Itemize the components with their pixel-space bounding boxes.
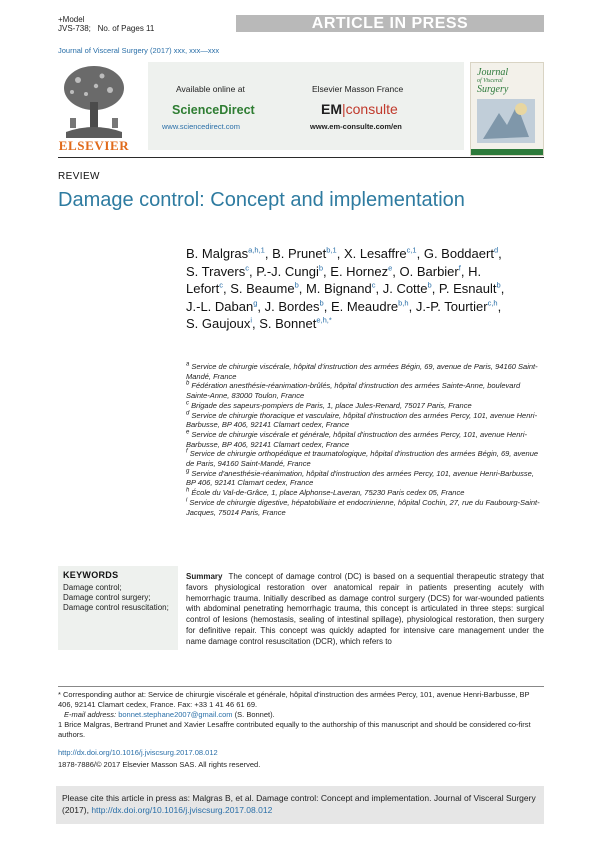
affiliation-item: [186, 498, 544, 517]
author-affiliation-marker[interactable]: b: [319, 298, 324, 308]
affiliation-item: [186, 381, 544, 400]
author-name: P. Esnault: [438, 281, 497, 297]
section-label: REVIEW: [58, 171, 100, 182]
affiliation-marker: c: [186, 400, 189, 407]
author-name: B. Malgras: [186, 246, 249, 261]
author: [259, 316, 332, 331]
author-affiliation-marker[interactable]: g: [253, 298, 258, 308]
author: [330, 264, 392, 279]
keywords-box: [58, 566, 178, 650]
affiliation-text: Fédération anesthésie-réanimation-brûlés, hôpital d'instruction des armées Sainte-Anne, boulevard Sainte-Anne, 83000 Toulon, France: [186, 381, 521, 401]
affiliation-item: [186, 469, 544, 488]
affiliation-text: Service de chirurgie thoracique et vasculaire, hôpital d'instruction des armées Percy, 101, avenue Henri-Barbusse, BP 406, 92141 Clamart cedex, France: [186, 410, 538, 430]
em-consulte-link[interactable]: www.em-consulte.com/en: [310, 122, 402, 131]
author-affiliation-marker[interactable]: i: [250, 316, 252, 326]
author-name: E. Hornez: [330, 263, 389, 279]
author: [424, 246, 498, 261]
sciencedirect-logo[interactable]: ScienceDirect: [172, 103, 255, 117]
affiliation-marker: a: [186, 361, 190, 368]
author: [186, 246, 265, 261]
affiliation-item: [186, 362, 544, 381]
sciencedirect-link[interactable]: www.sciencedirect.com: [162, 122, 240, 131]
cover-title: Journal of Visceral Surgery: [477, 67, 509, 95]
copyright: 1878-7886/© 2017 Elsevier Masson SAS. All rights reserved.: [58, 760, 261, 769]
affiliation-marker: i: [186, 497, 188, 504]
author-name: B. Prunet: [272, 246, 327, 261]
author-affiliation-marker[interactable]: b: [496, 280, 501, 290]
affiliation-text: Service de chirurgie digestive, hépatobiliaire et endocrinienne, hôpital Cochin, 27, rue du Faubourg-Saint-Jacques, 75014 Paris, France: [186, 497, 540, 517]
article-title: Damage control: Concept and implementation: [58, 189, 465, 211]
header-rule: [58, 157, 544, 158]
author-name: G. Boddaert: [423, 246, 494, 261]
author-affiliation-marker[interactable]: e: [388, 263, 393, 273]
affiliation-marker: f: [186, 448, 188, 455]
email-suffix: (S. Bonnet).: [234, 710, 275, 719]
keyword-item: Damage control;: [63, 583, 122, 592]
affiliations: [186, 362, 544, 517]
footnote-rule: [58, 686, 544, 687]
affiliation-item: [186, 488, 544, 498]
author-name: H. Lefort: [186, 263, 482, 297]
keyword-item: Damage control resuscitation;: [63, 603, 169, 612]
affiliation-marker: h: [186, 487, 190, 494]
author: [306, 281, 376, 296]
keyword-item: Damage control surgery;: [63, 593, 151, 602]
affiliation-text: École du Val-de-Grâce, 1, place Alphonse-Laveran, 75230 Paris cedex 05, France: [189, 488, 465, 498]
author-affiliation-marker[interactable]: f: [458, 263, 461, 273]
author: [272, 246, 337, 261]
author: [416, 299, 498, 314]
author: [186, 299, 257, 314]
affiliation-item: [186, 449, 544, 468]
affiliation-text: Service de chirurgie viscérale, hôpital d'instruction des armées Bégin, 69, avenue de Paris, 94160 Saint-Mandé, France: [186, 362, 538, 381]
author-name: P.-J. Cungi: [256, 263, 319, 279]
corresponding-author: * Corresponding author at: Service de chirurgie viscérale et générale, hôpital d'instruction des armées Percy, 101, avenue Henri-Barbusse, BP 406, 92141 Clamart cedex, France. Fax: +33 1 41 46 61 69.: [58, 690, 530, 709]
author-affiliation-marker[interactable]: c: [245, 263, 249, 273]
elsevier-wordmark: ELSEVIER: [58, 138, 130, 153]
summary-label: Summary: [186, 572, 223, 581]
affiliation-item: [186, 401, 544, 411]
author-affiliation-marker[interactable]: b,h: [398, 298, 409, 308]
author-name: J. Cotte: [382, 281, 428, 297]
author-list: B. Malgras$^{a,h,1}$, B. Prunet$^{b,1}$, X. Lesaffre$^{c,1}$, G. Boddaert$^d$, S. Travers$^c$, P.-J. Cungi$^b$, E. Hornez$^e$, O. Barbier$^f$, H. Lefort$^c$, S. Beaume$^b$, M. Bignand$^c$, J. Cotte$^b$, P. Esnault$^b$, J.-L. Daban$^g$, J. Bordes$^b$, E. Meaudre$^{b,h}$, J.-P. Tourtier$^{c,h}$, S. Gaujoux$^i$, S. Bonnet$^{e,h,*}$: [186, 245, 505, 332]
journal-cover-thumbnail: [470, 62, 544, 156]
author-name: J. Bordes: [264, 298, 320, 314]
author: [400, 264, 461, 279]
author-affiliation-marker[interactable]: b: [427, 280, 432, 290]
affiliation-item: [186, 430, 544, 449]
footnotes: [58, 690, 544, 740]
author-name: J.-L. Daban: [186, 298, 254, 314]
author-name: O. Barbier: [399, 263, 459, 279]
affiliation-marker: d: [186, 410, 190, 417]
author-affiliation-marker[interactable]: b: [294, 280, 299, 290]
affiliation-marker: e: [186, 429, 190, 436]
author-affiliation-marker[interactable]: c,h: [487, 298, 498, 308]
author-affiliation-marker[interactable]: c,1: [406, 245, 417, 255]
co-first-author-note: 1 Brice Malgras, Bertrand Prunet and Xavier Lesaffre contributed equally to the authorship of this manuscript and should be considered co-first authors.: [58, 720, 531, 739]
author-affiliation-marker[interactable]: e,h,*: [316, 316, 332, 326]
author: [331, 299, 409, 314]
author: [265, 299, 324, 314]
article-ref: JVS-738;: [58, 24, 91, 33]
running-header: [58, 15, 154, 33]
author-name: S. Beaume: [230, 281, 295, 297]
doi-link[interactable]: http://dx.doi.org/10.1016/j.jviscsurg.2017.08.012: [58, 748, 218, 757]
author: [186, 316, 252, 331]
author-affiliation-marker[interactable]: c: [219, 280, 223, 290]
model-label: +Model: [58, 15, 85, 24]
elsevier-masson-label: Elsevier Masson France: [312, 84, 404, 94]
affiliation-marker: g: [186, 468, 190, 475]
page-count: No. of Pages 11: [97, 24, 155, 33]
author: [186, 264, 249, 279]
citation-text: Please cite this article in press as: Malgras B, et al. Damage control: Concept and implementation. Journal of Visceral Surgery (2017), http://dx.doi.org/10.1016/j.jviscsurg.2017.08.012: [62, 793, 536, 815]
citation-box: [56, 786, 544, 824]
article-in-press-banner: ARTICLE IN PRESS: [236, 15, 544, 32]
affiliation-marker: b: [186, 380, 190, 387]
author: [230, 281, 299, 296]
journal-line[interactable]: Journal of Visceral Surgery (2017) xxx, xxx—xxx: [58, 46, 220, 55]
author: [256, 264, 323, 279]
author-name: S. Travers: [186, 263, 246, 279]
affiliation-text: Service d'anesthésie-réanimation, hôpital d'instruction des armées Percy, 101, avenue Henri-Barbusse, BP 406, 92141 Clamart cedex, France: [186, 468, 534, 488]
author-name: M. Bignand: [305, 281, 372, 297]
author-affiliation-marker[interactable]: b: [318, 263, 324, 273]
em-consulte-logo[interactable]: EM|consulte: [321, 101, 398, 117]
keywords-list: [63, 583, 169, 613]
available-online-label: Available online at: [176, 84, 245, 94]
author-name: X. Lesaffre: [343, 246, 407, 261]
author-affiliation-marker[interactable]: c: [371, 280, 376, 290]
author: [344, 246, 417, 261]
author-affiliation-marker[interactable]: d: [493, 245, 499, 255]
author-name: E. Meaudre: [330, 298, 399, 314]
author-name: J.-P. Tourtier: [415, 298, 488, 314]
author-name: S. Bonnet: [259, 316, 317, 332]
affiliation-item: [186, 411, 544, 430]
summary-text: The concept of damage control (DC) is based on a sequential therapeutic strategy that favors physiological restoration over anatomical repair in patients presenting acutely with hemorrhagic trauma. Initially described as damage control surgery (DCS) for war-wounded patients with abdominal penetrating hemorrhagic trauma, this concept is articulated in three steps: surgical control of lesions (hemostasis, sealing of intestinal spillage), physiological restoration, then surgery for definitive repair. This concept was quickly adapted for intensive care management under the name damage control resuscitation (DCR), which refers to: [186, 572, 544, 646]
abstract: [186, 572, 544, 648]
citation-doi-link[interactable]: http://dx.doi.org/10.1016/j.jviscsurg.2017.08.012: [91, 805, 273, 815]
author: [383, 281, 432, 296]
author: [439, 281, 501, 296]
author-affiliation-marker[interactable]: a,h,1: [248, 245, 265, 255]
affiliation-text: Service de chirurgie orthopédique et traumatologique, hôpital d'instruction des armées Bégin, 69, avenue de Paris, 94160 Saint-Mandé, France: [186, 449, 539, 469]
author-name: S. Gaujoux: [186, 316, 251, 332]
affiliation-text: Brigade des sapeurs-pompiers de Paris, 1, place Jules-Renard, 75017 Paris, France: [189, 400, 472, 410]
affiliation-text: Service de chirurgie viscérale et générale, hôpital d'instruction des armées Percy, 101, avenue Henri-Barbusse, BP 406, 92141 Clamart cedex, France: [186, 429, 528, 449]
email-label: E-mail address:: [64, 710, 117, 719]
keywords-title: KEYWORDS: [63, 570, 119, 580]
email-link[interactable]: bonnet.stephane2007@gmail.com: [118, 710, 233, 719]
author-affiliation-marker[interactable]: b,1: [326, 245, 337, 255]
